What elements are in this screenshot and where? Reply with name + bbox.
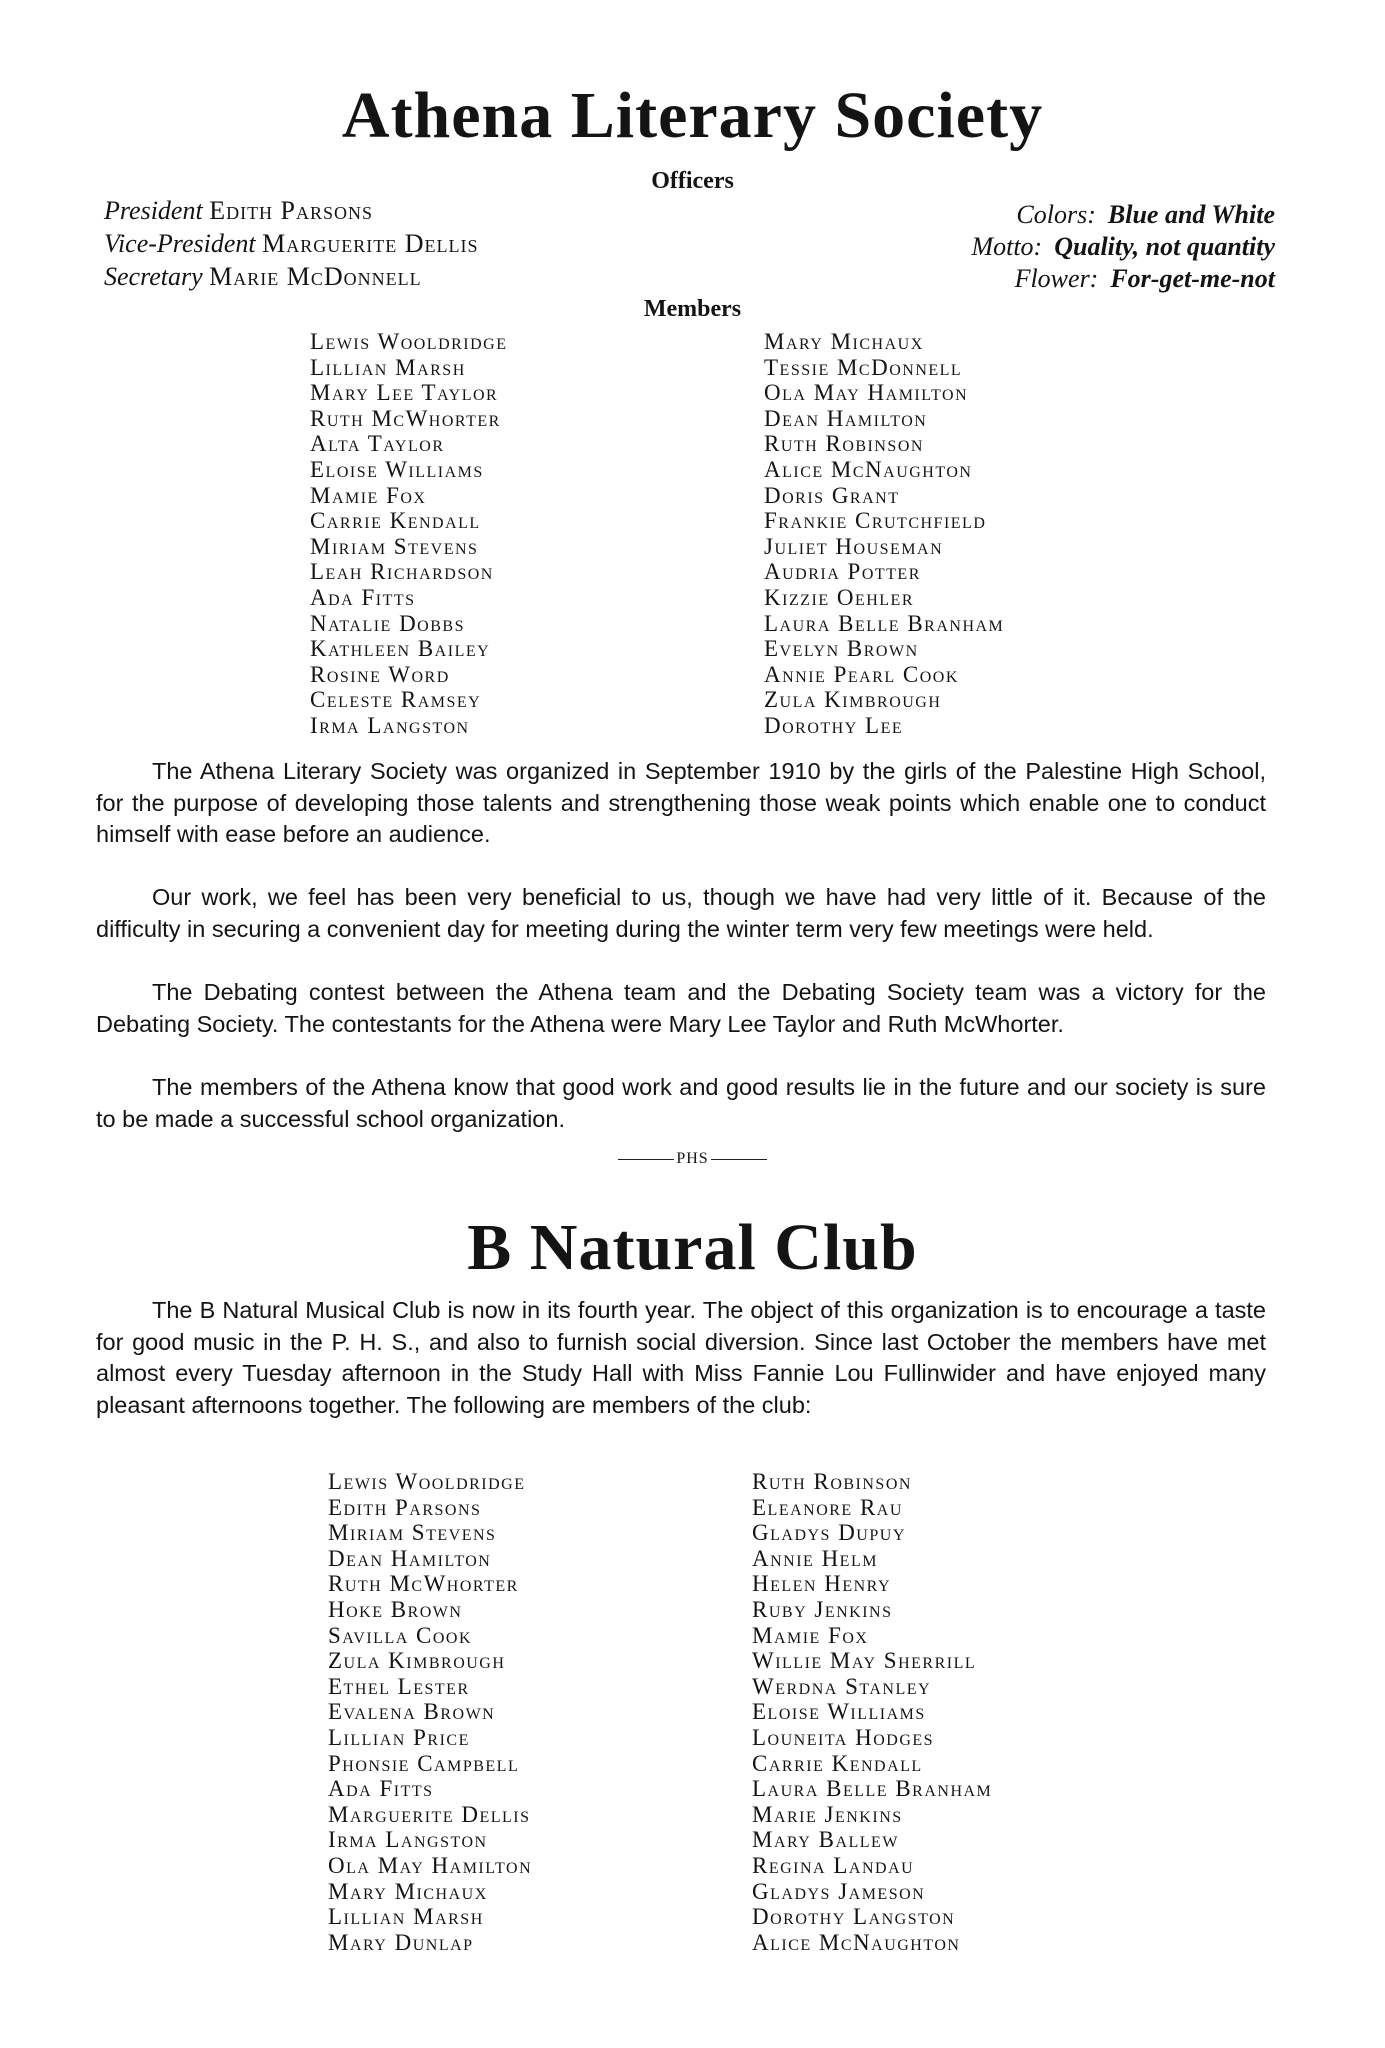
member-name: Evelyn Brown <box>764 636 919 662</box>
officer-role: Secretary <box>104 262 203 291</box>
member-name: Alice McNaughton <box>764 456 973 482</box>
member-name: Eloise Williams <box>752 1699 926 1725</box>
member-name: Edith Parsons <box>328 1494 482 1520</box>
member-name: Juliet Houseman <box>764 533 944 559</box>
officer-role: Vice-President <box>104 229 256 258</box>
member-name: Ethel Lester <box>328 1673 470 1699</box>
officer-role: President <box>104 196 203 225</box>
member-name: Tessie McDonnell <box>764 354 963 380</box>
divider-rule <box>618 1159 674 1160</box>
member-name: Carrie Kendall <box>310 508 481 534</box>
info-value: For-get-me-not <box>1110 264 1275 293</box>
member-name: Werdna Stanley <box>752 1673 932 1699</box>
member-name: Phonsie Campbell <box>328 1750 520 1776</box>
member-name: Louneita Hodges <box>752 1724 935 1750</box>
flower-row <box>971 263 1275 295</box>
member-name: Ruth Robinson <box>752 1469 912 1494</box>
athena-members-left <box>310 329 508 739</box>
officer-name: Edith Parsons <box>209 196 374 225</box>
member-name: Ada Fitts <box>310 584 416 610</box>
bnatural-title: B Natural Club <box>467 1211 918 1284</box>
member-name: Alice McNaughton <box>752 1929 961 1955</box>
member-name: Lewis Wooldridge <box>310 329 508 354</box>
member-name: Miriam Stevens <box>310 533 479 559</box>
member-name: Marguerite Dellis <box>328 1801 531 1827</box>
bnatural-members-right <box>752 1469 992 1955</box>
member-name: Dorothy Langston <box>752 1904 956 1930</box>
member-name: Regina Landau <box>752 1852 915 1878</box>
member-name: Ruby Jenkins <box>752 1596 893 1622</box>
divider-rule <box>711 1159 767 1160</box>
member-name: Mary Ballew <box>752 1827 899 1853</box>
motto-row <box>971 231 1275 263</box>
member-name: Rosine Word <box>310 661 450 687</box>
member-name: Helen Henry <box>752 1571 892 1597</box>
member-name: Marie Jenkins <box>752 1801 903 1827</box>
member-name: Eleanore Rau <box>752 1494 903 1520</box>
athena-paragraph: Our work, we feel has been very beneficial to us, though we have had very little of it. Because of the difficulty in securing a convenient day for meeting during the winter term very few meetings were held. <box>96 884 1266 942</box>
athena-title: Athena Literary Society <box>341 79 1044 152</box>
member-name: Ada Fitts <box>328 1776 434 1802</box>
member-name: Frankie Crutchfield <box>764 508 987 534</box>
officers-heading: Officers <box>651 168 734 194</box>
member-name: Mary Dunlap <box>328 1929 474 1955</box>
member-name: Dorothy Lee <box>764 712 904 738</box>
member-name: Zula Kimbrough <box>328 1648 506 1674</box>
member-name: Natalie Dobbs <box>310 610 465 636</box>
bnatural-members-left <box>328 1469 532 1955</box>
member-name: Ola May Hamilton <box>764 380 969 406</box>
member-name: Ruth Robinson <box>764 431 924 457</box>
member-name: Laura Belle Branham <box>752 1776 993 1802</box>
officer-name: Marie McDonnell <box>209 262 422 291</box>
officers-list <box>104 194 478 293</box>
member-name: Mary Lee Taylor <box>310 380 499 406</box>
member-name: Dean Hamilton <box>764 405 928 431</box>
member-name: Hoke Brown <box>328 1596 463 1622</box>
member-name: Ruth McWhorter <box>310 405 501 431</box>
officer-secretary <box>104 260 478 293</box>
members-heading: Members <box>643 296 742 322</box>
section-divider <box>0 1150 1385 1168</box>
member-name: Savilla Cook <box>328 1622 473 1648</box>
member-name: Leah Richardson <box>310 559 494 585</box>
member-name: Lillian Marsh <box>328 1904 484 1930</box>
member-name: Evalena Brown <box>328 1699 496 1725</box>
member-name: Kathleen Bailey <box>310 636 491 662</box>
bnatural-intro: The B Natural Musical Club is now in its fourth year. The object of this organization is to encourage a taste for good music in the P. H. S., and also to furnish social diversion. Since last October the members have met almost every Tuesday afternoon in the Study Hall with Miss Fannie Lou Fullinwider and have enjoyed many pleasant afternoons together. The following are members of the club: <box>96 1297 1266 1418</box>
member-name: Mamie Fox <box>752 1622 869 1648</box>
athena-paragraph: The members of the Athena know that good work and good results lie in the future and our society is sure to be made a successful school organization. <box>96 1074 1266 1132</box>
athena-paragraph: The Athena Literary Society was organized in September 1910 by the girls of the Palestine High School, for the purpose of developing those talents and strengthening those weak points which enable one to conduct himself with ease before an audience. <box>96 758 1266 848</box>
officer-vice-president <box>104 227 478 260</box>
member-name: Annie Pearl Cook <box>764 661 959 687</box>
member-name: Laura Belle Branham <box>764 610 1005 636</box>
member-name: Alta Taylor <box>310 431 445 457</box>
member-name: Annie Helm <box>752 1545 878 1571</box>
info-label: Flower: <box>1014 264 1099 293</box>
info-value: Quality, not quantity <box>1054 232 1275 261</box>
member-name: Irma Langston <box>328 1827 488 1853</box>
member-name: Eloise Williams <box>310 456 484 482</box>
member-name: Lewis Wooldridge <box>328 1469 526 1494</box>
member-name: Zula Kimbrough <box>764 687 942 713</box>
member-name: Miriam Stevens <box>328 1520 497 1546</box>
colors-row <box>971 199 1275 231</box>
member-name: Mary Michaux <box>764 329 924 354</box>
member-name: Lillian Price <box>328 1724 470 1750</box>
member-name: Doris Grant <box>764 482 900 508</box>
member-name: Mamie Fox <box>310 482 427 508</box>
member-name: Gladys Jameson <box>752 1878 926 1904</box>
athena-members-right <box>764 329 1004 739</box>
member-name: Carrie Kendall <box>752 1750 923 1776</box>
member-name: Irma Langston <box>310 712 470 738</box>
info-label: Motto: <box>971 232 1043 261</box>
officer-name: Marguerite Dellis <box>262 229 479 258</box>
member-name: Kizzie Oehler <box>764 584 914 610</box>
member-name: Willie May Sherrill <box>752 1648 977 1674</box>
member-name: Gladys Dupuy <box>752 1520 906 1546</box>
member-name: Celeste Ramsey <box>310 687 482 713</box>
member-name: Audria Potter <box>764 559 921 585</box>
member-name: Dean Hamilton <box>328 1545 492 1571</box>
member-name: Ola May Hamilton <box>328 1852 533 1878</box>
athena-paragraph: The Debating contest between the Athena team and the Debating Society team was a victory for the Debating Society. The contestants for the Athena were Mary Lee Taylor and Ruth McWhorter. <box>96 979 1266 1037</box>
member-name: Ruth McWhorter <box>328 1571 519 1597</box>
divider-text: PHS <box>676 1150 709 1167</box>
member-name: Mary Michaux <box>328 1878 488 1904</box>
society-info <box>971 199 1275 295</box>
info-value: Blue and White <box>1107 200 1275 229</box>
info-label: Colors: <box>1016 200 1096 229</box>
member-name: Lillian Marsh <box>310 354 466 380</box>
officer-president <box>104 194 478 227</box>
